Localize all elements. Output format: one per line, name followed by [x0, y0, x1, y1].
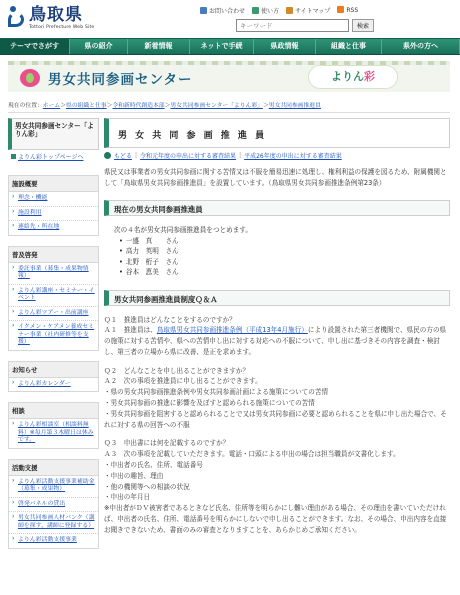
util-rss[interactable]: [337, 6, 358, 15]
util-sitemap-label: サイトマップ: [295, 8, 331, 15]
answer-1: [104, 325, 450, 357]
member-item: • 谷本 恵美 さん: [119, 267, 450, 278]
answer-3-line: ・申出者の氏名、住所、電話番号: [104, 461, 203, 470]
qa-heading: 男女共同参画推進員制度Ｑ＆Ａ: [104, 290, 450, 306]
r1-results-link[interactable]: 令和元年度の申出に対する審査結果: [140, 153, 237, 160]
breadcrumb-current[interactable]: 男女共同参画推進員: [268, 103, 321, 109]
yorin-text: よりん: [331, 70, 364, 83]
util-contact[interactable]: [200, 6, 245, 15]
rss-icon: [337, 6, 344, 13]
page-links: [104, 151, 450, 160]
answer-3-line: ・他の機関等への相談の状況: [104, 482, 190, 491]
back-arrow-icon: [104, 152, 111, 159]
answer-3-line: ・申出の趣旨、理由: [104, 471, 164, 480]
sidebar-item[interactable]: › よりん彩活動支援事業補助金（募集・成果物）: [9, 476, 98, 498]
sidebar-section-consult: [8, 402, 99, 449]
util-howto-label: 使い方: [261, 8, 280, 15]
sidebar-section-heading: お知らせ: [9, 362, 98, 378]
nav-intro[interactable]: 県の紹介: [70, 39, 128, 54]
main-content: [104, 118, 450, 536]
qa-section: [104, 315, 450, 536]
members-lead: 次の４名が男女共同参画推進員をつとめます。: [114, 226, 252, 234]
separator: |: [239, 152, 242, 159]
search-form: [236, 19, 374, 32]
help-icon: [252, 7, 259, 14]
nav-organization[interactable]: 組織と仕事: [316, 39, 382, 54]
util-rss-label: RSS: [346, 7, 359, 14]
intro-text: 県民又は事業者の男女共同参画に関する苦情又は不服を簡易迅速に処理し、権利利益の保護を図るため、附属機関として「鳥取県男女共同参画推進員」を設置しています。（鳥取県男女共同参画推進条例第23条）: [104, 168, 447, 187]
sidebar-item[interactable]: › イクメン・ケアメン養成セミナー事業（社内研修等を支援）: [9, 321, 98, 350]
center-logo-icon: [20, 69, 40, 87]
ordinance-link[interactable]: 鳥取県男女共同参画推進条例（平成13年4月施行）: [156, 326, 308, 335]
nav-policy[interactable]: 県政情報: [254, 39, 316, 54]
breadcrumb-org[interactable]: 県の組織と仕事: [66, 103, 107, 109]
search-input[interactable]: [236, 19, 349, 32]
sidebar-section-facility: [8, 175, 99, 236]
back-link[interactable]: もどる: [114, 153, 133, 160]
sidebar-section-awareness: [8, 246, 99, 351]
sidebar-item[interactable]: › よりん彩ツアー・出前講座: [9, 307, 98, 322]
member-item: • 一盛 真 さん: [119, 236, 450, 247]
sidebar-section-news: [8, 361, 99, 393]
breadcrumb-hq[interactable]: 令和新時代創造本部: [112, 103, 165, 109]
nav-visitors[interactable]: 県外の方へ: [382, 39, 460, 54]
mail-icon: [200, 7, 207, 14]
breadcrumb-center[interactable]: 男女共同参画センター「よりん彩」: [170, 103, 263, 109]
breadcrumb-home[interactable]: ホーム: [42, 103, 61, 109]
center-banner: [8, 61, 450, 92]
sidebar-item[interactable]: › 委託事業（募集・成果物情報）: [9, 263, 98, 285]
util-contact-label: お問い合わせ: [209, 8, 246, 15]
sidebar-item[interactable]: › 施設利用: [9, 207, 98, 222]
sidebar-section-heading: 相談: [9, 403, 98, 419]
answer-2-line: ・県の男女共同参画推進条例や男女共同参画計画による施策についての苦情: [104, 388, 329, 397]
sidebar-title: 男女共同参画センター「よりん彩」: [8, 118, 99, 150]
sidebar-item[interactable]: › 啓発パネルの貸出: [9, 498, 98, 513]
sidebar-item[interactable]: › 理念・機能: [9, 192, 98, 207]
util-howto[interactable]: [252, 6, 279, 15]
nav-procedures[interactable]: ネットで手続: [190, 39, 254, 54]
breadcrumb-prefix: 現在の位置：: [8, 103, 43, 109]
sidebar-item[interactable]: › よりん彩講座・セミナー・イベント: [9, 285, 98, 307]
page-title: 男 女 共 同 参 画 推 進 員: [104, 118, 450, 148]
question-3: Ｑ３ 申出書には何を記載するのですか？: [104, 439, 230, 448]
sidebar-item[interactable]: › よりん彩活動支援事業: [9, 534, 98, 548]
site-logo[interactable]: [8, 6, 94, 30]
utility-links: [200, 6, 358, 15]
h26-results-link[interactable]: 平成26年度の申出に対する審査結果: [244, 153, 342, 160]
sidebar-item[interactable]: › 男女共同参画人材バンク（講師を探す、講師に登録する）: [9, 512, 98, 534]
yorin-logo: [308, 65, 398, 89]
answer-3-line: Ａ３ 次の事項を記載していただきます。電話・口頭による申出の場合は担当職員が文書化します。: [104, 450, 400, 459]
answer-1-pre: Ａ１ 推進員は、: [104, 326, 157, 335]
answer-2-line: ・男女共同参画の推進に影響を及ぼすと認められる施策についての苦情: [104, 399, 315, 408]
util-sitemap[interactable]: [286, 6, 330, 15]
nav-news[interactable]: 新着情報: [128, 39, 190, 54]
breadcrumb: 現在の位置：ホーム＞県の組織と仕事＞令和新時代創造本部＞男女共同参画センター「よりん彩」＞男女共同参画推進員: [8, 103, 321, 109]
search-button[interactable]: 検索: [352, 19, 374, 32]
tottori-logo-icon: [8, 6, 26, 28]
member-item: • 北野 桁子 さん: [119, 257, 450, 268]
banner-title: 男女共同参画センター: [48, 72, 193, 88]
nav-theme[interactable]: テーマでさがす: [0, 39, 70, 54]
answer-3-line: ・申出の年月日: [104, 493, 151, 502]
sidebar-section-support: [8, 459, 99, 549]
sidebar-section-heading: 施設概要: [9, 176, 98, 192]
question-1: Ｑ１ 推進員はどんなことをするのですか？: [104, 315, 236, 324]
answer-3-note: ※申出者がＤＶ被害者であるときなど氏名、住所等を明らかにし難い理由がある場合、その理由を書いていただければ、申出者の氏名、住所、電話番号を明らかにしないで申し出ることができます。なお、その場合、申出内容を直接お聞きできないため、書面のみの審査となりますことを、あらかじめご承知ください。: [104, 504, 447, 534]
separator: |: [135, 152, 138, 159]
question-2: Ｑ２ どんなことを申し出ることができますか？: [104, 366, 250, 375]
answer-1-post: により設置された第三者機関で、県民の方の県の施策に対する苦情や、県への苦情申し出に対する対応への不服について、申し出に基づきその内容を調査・検討し、第三者の立場から県に改善、是正を求めます。: [104, 326, 447, 356]
answer-2-line: Ａ２ 次の事項を推進員に申し出ることができます。: [104, 377, 262, 386]
yorin-accent: 彩: [364, 70, 375, 83]
sidebar-item[interactable]: › よりん彩相談室（相談料無料）※毎月第３木曜日は休みです。: [9, 419, 98, 448]
members-list: [104, 225, 450, 278]
sidebar: [8, 118, 99, 549]
sidebar-section-heading: 活動支援: [9, 460, 98, 476]
member-item: • 高力 英明 さん: [119, 246, 450, 257]
sidebar-top-link[interactable]: よりん彩トップページへ: [8, 150, 99, 165]
divider: [8, 112, 450, 113]
current-members-heading: 現在の男女共同参画推進員: [104, 200, 450, 216]
sitemap-icon: [286, 7, 293, 14]
global-nav: [0, 38, 460, 55]
site-header: [0, 0, 460, 37]
sidebar-section-heading: 普及啓発: [9, 247, 98, 263]
sidebar-item[interactable]: › 連絡先・所在地: [9, 221, 98, 235]
logo-subtitle: Tottori Prefecture Web Site: [29, 25, 95, 30]
sidebar-item[interactable]: › よりん彩カレンダー: [9, 378, 98, 392]
logo-text: 鳥取県: [29, 5, 83, 25]
answer-2-line: ・男女共同参画を阻害すると認められることで又は男女共同参画に必要と認められることを県に申し出た場合で、それに対する県の回答への不服: [104, 409, 447, 429]
